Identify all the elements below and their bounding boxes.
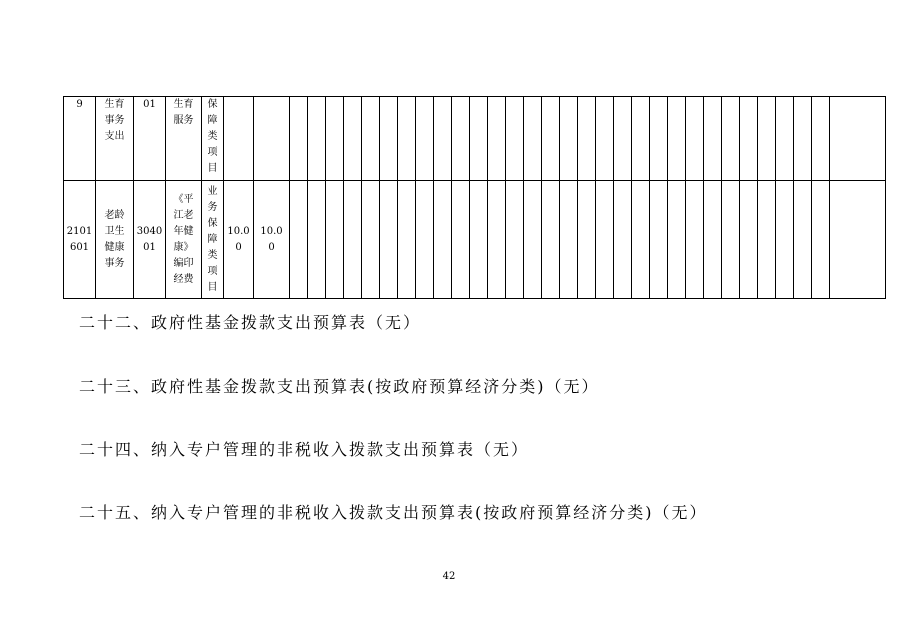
cell-name: 生育事务支出 [96, 97, 134, 181]
cell-empty [326, 97, 344, 181]
cell-empty [650, 97, 668, 181]
cell-empty [524, 181, 542, 299]
cell-empty [596, 181, 614, 299]
cell-empty [578, 97, 596, 181]
cell-empty [776, 181, 794, 299]
cell-name: 老龄卫生健康事务 [96, 181, 134, 299]
cell-econ-code: 01 [134, 97, 166, 181]
cell-empty [758, 97, 776, 181]
table-row [64, 181, 886, 299]
cell-empty [524, 97, 542, 181]
cell-empty [632, 97, 650, 181]
cell-empty [740, 97, 758, 181]
cell-empty [794, 181, 812, 299]
cell-empty [686, 97, 704, 181]
cell-empty [812, 97, 830, 181]
section-heading-25: 二十五、纳入专户管理的非税收入拨款支出预算表(按政府预算经济分类)（无） [79, 503, 708, 522]
cell-empty [434, 97, 452, 181]
cell-project-name: 《平江老年健康》编印经费 [166, 181, 202, 299]
cell-amount-1: 10.00 [224, 181, 254, 299]
cell-empty [596, 97, 614, 181]
cell-empty [812, 181, 830, 299]
section-heading-23: 二十三、政府性基金拨款支出预算表(按政府预算经济分类)（无） [79, 377, 600, 396]
cell-empty [290, 97, 308, 181]
cell-empty [308, 97, 326, 181]
cell-empty [488, 97, 506, 181]
cell-empty [452, 97, 470, 181]
cell-empty [668, 181, 686, 299]
cell-empty [686, 181, 704, 299]
cell-empty [416, 97, 434, 181]
cell-empty [740, 181, 758, 299]
cell-empty [470, 97, 488, 181]
cell-amount-2 [254, 97, 290, 181]
cell-empty [452, 181, 470, 299]
cell-econ-code: 304001 [134, 181, 166, 299]
section-heading-22: 二十二、政府性基金拨款支出预算表（无） [79, 313, 422, 332]
cell-empty [308, 181, 326, 299]
cell-empty [290, 181, 308, 299]
cell-amount-2: 10.00 [254, 181, 290, 299]
cell-empty [560, 181, 578, 299]
cell-empty [758, 181, 776, 299]
cell-empty [542, 97, 560, 181]
section-heading-24: 二十四、纳入专户管理的非税收入拨款支出预算表（无） [79, 440, 530, 459]
cell-project-name: 生育服务 [166, 97, 202, 181]
cell-empty [362, 181, 380, 299]
cell-empty [470, 181, 488, 299]
cell-empty [326, 181, 344, 299]
cell-empty [704, 181, 722, 299]
page-number: 42 [442, 571, 456, 582]
cell-empty [542, 181, 560, 299]
cell-empty [344, 97, 362, 181]
cell-empty [722, 181, 740, 299]
cell-amount-1 [224, 97, 254, 181]
cell-empty [398, 181, 416, 299]
cell-empty [704, 97, 722, 181]
cell-empty [614, 181, 632, 299]
cell-empty [668, 97, 686, 181]
cell-empty [632, 181, 650, 299]
cell-empty [650, 181, 668, 299]
cell-empty [416, 181, 434, 299]
cell-empty [398, 97, 416, 181]
cell-category: 保障类项目 [202, 97, 224, 181]
cell-empty [506, 181, 524, 299]
cell-empty [614, 97, 632, 181]
cell-empty [362, 97, 380, 181]
budget-table [63, 96, 886, 299]
cell-empty [560, 97, 578, 181]
cell-empty [344, 181, 362, 299]
cell-empty [794, 97, 812, 181]
cell-empty [434, 181, 452, 299]
cell-empty [830, 97, 886, 181]
cell-empty [776, 97, 794, 181]
cell-empty [380, 181, 398, 299]
cell-empty [578, 181, 596, 299]
cell-empty [506, 97, 524, 181]
cell-empty [830, 181, 886, 299]
cell-empty [722, 97, 740, 181]
cell-empty [380, 97, 398, 181]
cell-code: 9 [64, 97, 96, 181]
table-row [64, 97, 886, 181]
cell-code: 2101601 [64, 181, 96, 299]
cell-category: 业务保障类项目 [202, 181, 224, 299]
cell-empty [488, 181, 506, 299]
